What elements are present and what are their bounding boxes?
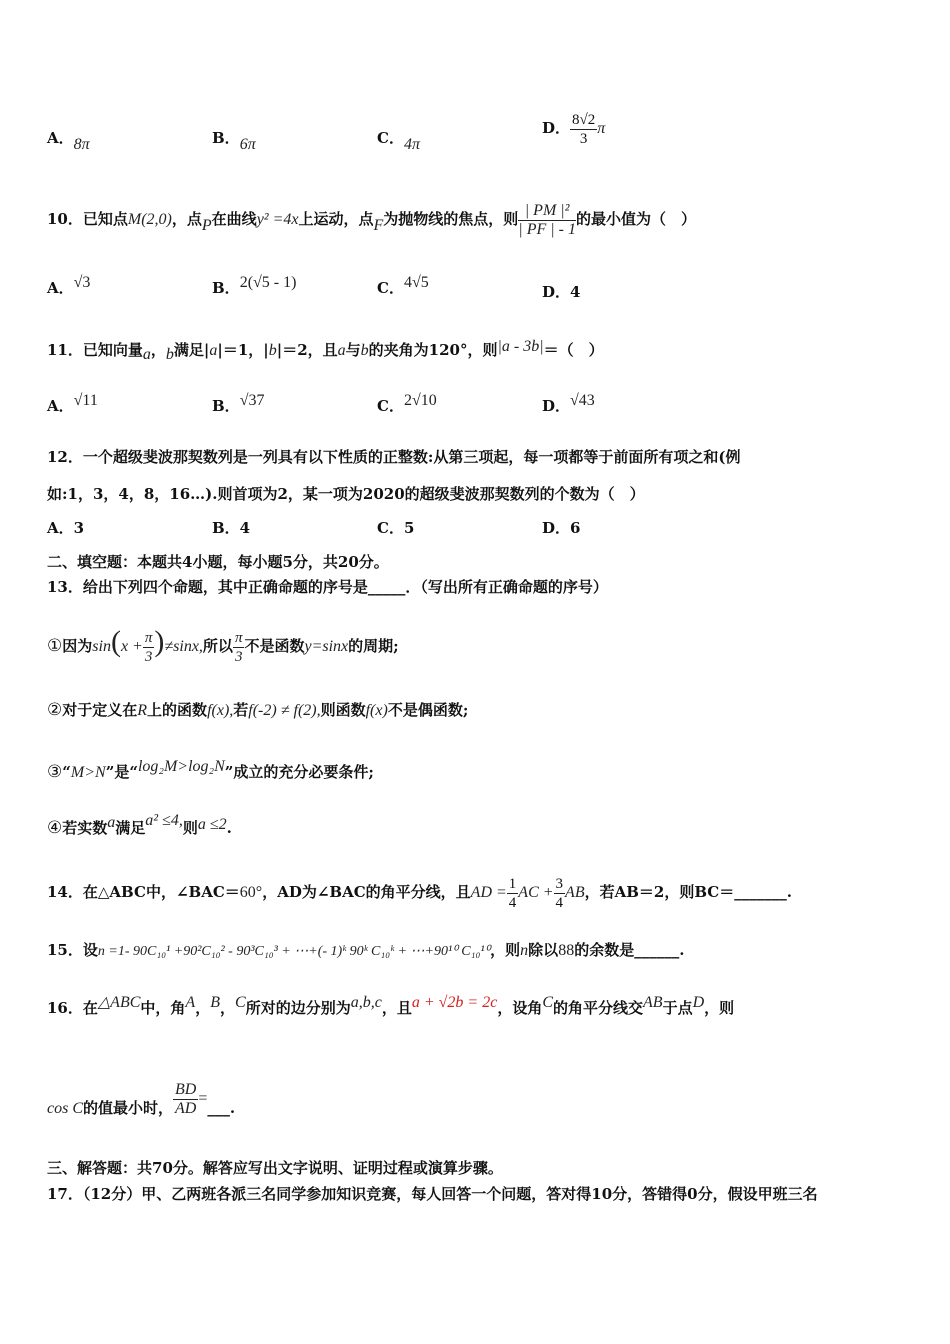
q17-stem: 17．（12分）甲、乙两班各派三名同学参加知识竞赛，每人回答一个问题，答对得10分，答错得0分，假设甲班三名 [47, 1185, 818, 1203]
q13-proposition-3: ③“M>N”是“log₂M>log₂N”成立的充分必要条件; [47, 758, 374, 782]
q11-stem: 11．已知向量a，b满足|a|＝1，|b|＝2，且a与b的夹角为120°，则|a - 3b|＝（ ） [47, 338, 604, 363]
q16-stem: 16．在△ABC中，角A，B，C所对的边分别为a,b,c，且a + √2b = 2c，设角C的角平分线交AB于点D，则 [47, 994, 735, 1017]
q9-b-label: B． [212, 129, 240, 147]
q9-a-math: 8π [73, 136, 90, 153]
q10-option-b: B．2(√5 - 1) [212, 274, 297, 297]
q9-c-math: 4π [403, 136, 420, 153]
q9-option-d [542, 104, 605, 153]
q10-option-a: A．√3 [47, 274, 91, 297]
q9-c-label: C． [377, 129, 404, 147]
q16-line2: cos C的值最小时， $\frac{BD}{AD}$ =___. [47, 1080, 236, 1117]
q13-proposition-1: ①因为sin(x + $\frac{\pi}{3}$ )≠sinx,所以 $\frac{\pi}{3}$ 不是函数y=sinx的周期; [47, 625, 399, 665]
q11-option-b: B．√37 [212, 392, 265, 415]
q15-expression: n =1- 90C₁₀¹ +90²C₁₀² - 90³C₁₀³ + ⋯+(- 1)ᵏ 90ᵏ C₁₀ᵏ + ⋯+90¹⁰ C₁₀¹⁰ [97, 944, 491, 959]
q9-option-c [377, 128, 420, 153]
q11-option-a: A．√11 [47, 392, 98, 415]
q9-d-label: D． [542, 119, 571, 137]
q16-highlighted-equation: a + √2b = 2c [411, 994, 498, 1011]
q9-a-label: A． [47, 129, 74, 147]
section3-heading: 三、解答题：共70分。解答应写出文字说明、证明过程或演算步骤。 [47, 1159, 503, 1177]
q9-option-b [212, 128, 256, 153]
q9-d-tail: π [597, 120, 606, 137]
q12-line2: 如:1，3，4，8，16…).则首项为2，某一项为2020的超级斐波那契数列的个数为（ ） [47, 485, 645, 503]
q9-option-a [47, 128, 90, 153]
q13-proposition-2: ②对于定义在R上的函数f(x),若f(-2) ≠ f(2),则函数f(x)不是偶函数; [47, 700, 469, 720]
q12-option-a: A．3 [47, 519, 85, 537]
section2-heading: 二、填空题：本题共4小题，每小题5分，共20分。 [47, 553, 389, 571]
q14-stem: 14．在△ABC中，∠BAC＝60°，AD为∠BAC的角平分线，且AD = $\frac{1}{4}$ AC + $\frac{3}{4}$ AB，若AB＝2，则BC＝_______. [47, 875, 792, 911]
q10-option-d: D．4 [542, 283, 581, 301]
q12-option-b: B．4 [212, 519, 251, 537]
q10-option-c: C．4√5 [377, 274, 429, 297]
q9-b-math: 6π [239, 136, 256, 153]
q13-stem: 13．给出下列四个命题，其中正确命题的序号是_____．（写出所有正确命题的序号） [47, 578, 608, 596]
q13-proposition-4: ④若实数a满足a² ≤4,则a ≤2. [47, 812, 232, 838]
q12-line1: 12．一个超级斐波那契数列是一列具有以下性质的正整数:从第三项起，每一项都等于前面所有项之和(例 [47, 448, 741, 466]
q12-option-c: C．5 [377, 519, 415, 537]
q12-option-d: D．6 [542, 519, 581, 537]
q9-d-fraction: $\frac{8√2}{3}$ [572, 111, 596, 147]
q15-stem: 15．设n =1- 90C₁₀¹ +90²C₁₀² - 90³C₁₀³ + ⋯+(- 1)ᵏ 90ᵏ C₁₀ᵏ + ⋯+90¹⁰ C₁₀¹⁰，则n除以88的余数是______. [47, 941, 685, 959]
q10-fraction: $\frac{\text{| PM |²}}{| PF | - 1}$ [518, 201, 576, 238]
q11-option-d: D．√43 [542, 392, 595, 415]
q11-option-c: C．2√10 [377, 392, 437, 415]
q10-stem: 10．已知点M(2,0)，点P在曲线y² =4x上运动，点F为抛物线的焦点，则 $\frac{\text{| PM |²}}{| PF | - 1}$ 的最小值为（ ） [47, 201, 696, 238]
